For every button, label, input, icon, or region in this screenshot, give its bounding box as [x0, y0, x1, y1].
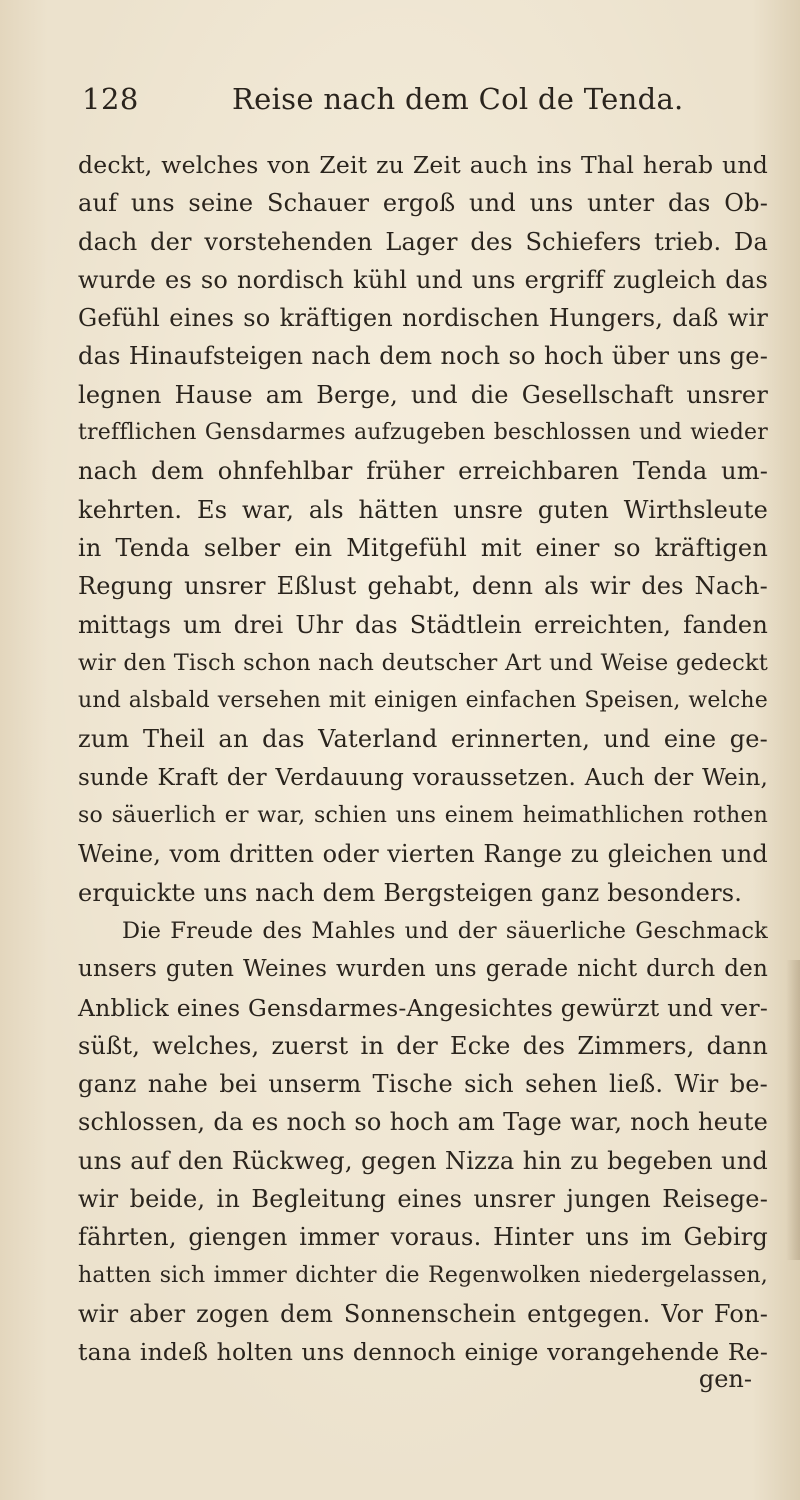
page-edge-shadow — [786, 960, 800, 1260]
text-line: sunde Kraft der Verdauung voraussetzen. Auch der Wein, — [78, 764, 768, 791]
paragraph-1 — [78, 146, 768, 912]
text-line: wir beide, in Begleitung eines unsrer jungen Reisege- — [78, 1185, 768, 1214]
body-text — [78, 146, 768, 1372]
text-line: Regung unsrer Eßlust gehabt, denn als wir des Nach- — [78, 572, 768, 601]
text-line: ganz nahe bei unserm Tische sich sehen ließ. Wir be- — [78, 1070, 768, 1099]
catchword: gen- — [698, 1365, 752, 1393]
text-line: wir den Tisch schon nach deutscher Art und Weise gedeckt — [78, 649, 768, 676]
text-line: hatten sich immer dichter die Regenwolken niedergelassen, — [78, 1262, 768, 1288]
text-line: so säuerlich er war, schien uns einem heimathlichen rothen — [78, 803, 768, 829]
text-line: trefflichen Gensdarmes aufzugeben beschlossen und wieder — [78, 420, 768, 446]
text-line: das Hinaufsteigen nach dem noch so hoch über uns ge- — [78, 342, 768, 371]
text-line: erquickte uns nach dem Bergsteigen ganz besonders. — [78, 878, 743, 907]
text-line: unsers guten Weines wurden uns gerade nicht durch den — [78, 956, 768, 983]
text-line: mittags um drei Uhr das Städtlein erreichten, fanden — [78, 610, 768, 639]
running-title: Reise nach dem Col de Tenda. — [232, 82, 684, 116]
text-line: wurde es so nordisch kühl und uns ergriff zugleich das — [78, 265, 768, 294]
text-line: zum Theil an das Vaterland erinnerten, und eine ge- — [78, 725, 768, 754]
text-line: auf uns seine Schauer ergoß und uns unter das Ob- — [78, 189, 768, 218]
text-line: deckt, welches von Zeit zu Zeit auch ins Thal herab und — [78, 151, 768, 179]
text-line: in Tenda selber ein Mitgefühl mit einer so kräftigen — [78, 533, 768, 562]
text-line: tana indeß holten uns dennoch einige vorangehende Re- — [78, 1338, 768, 1367]
text-line: süßt, welches, zuerst in der Ecke des Zimmers, dann — [78, 1031, 768, 1060]
text-line: kehrten. Es war, als hätten unsre guten Wirthsleute — [78, 495, 768, 524]
text-line: Die Freude des Mahles und der säuerliche Geschmack — [122, 917, 768, 944]
page-header — [82, 82, 722, 122]
text-line: nach dem ohnfehlbar früher erreichbaren Tenda um- — [78, 457, 768, 486]
text-line: Gefühl eines so kräftigen nordischen Hungers, daß wir — [78, 304, 768, 333]
text-line: schlossen, da es noch so hoch am Tage war, noch heute — [78, 1108, 768, 1137]
text-line: Anblick eines Gensdarmes-Angesichtes gewürzt und ver- — [78, 993, 768, 1022]
text-line: fährten, giengen immer voraus. Hinter uns im Gebirg — [78, 1223, 768, 1252]
text-line: uns auf den Rückweg, gegen Nizza hin zu begeben und — [78, 1146, 768, 1175]
page-number: 128 — [82, 82, 139, 116]
paragraph-2 — [78, 912, 768, 1372]
text-line: dach der vorstehenden Lager des Schiefers trieb. Da — [78, 227, 768, 256]
text-line: wir aber zogen dem Sonnenschein entgegen. Vor Fon- — [78, 1299, 768, 1328]
text-line: und alsbald versehen mit einigen einfachen Speisen, welche — [78, 688, 768, 714]
text-line: legnen Hause am Berge, und die Gesellschaft unsrer — [78, 380, 768, 409]
text-line: Weine, vom dritten oder vierten Range zu gleichen und — [78, 840, 768, 869]
